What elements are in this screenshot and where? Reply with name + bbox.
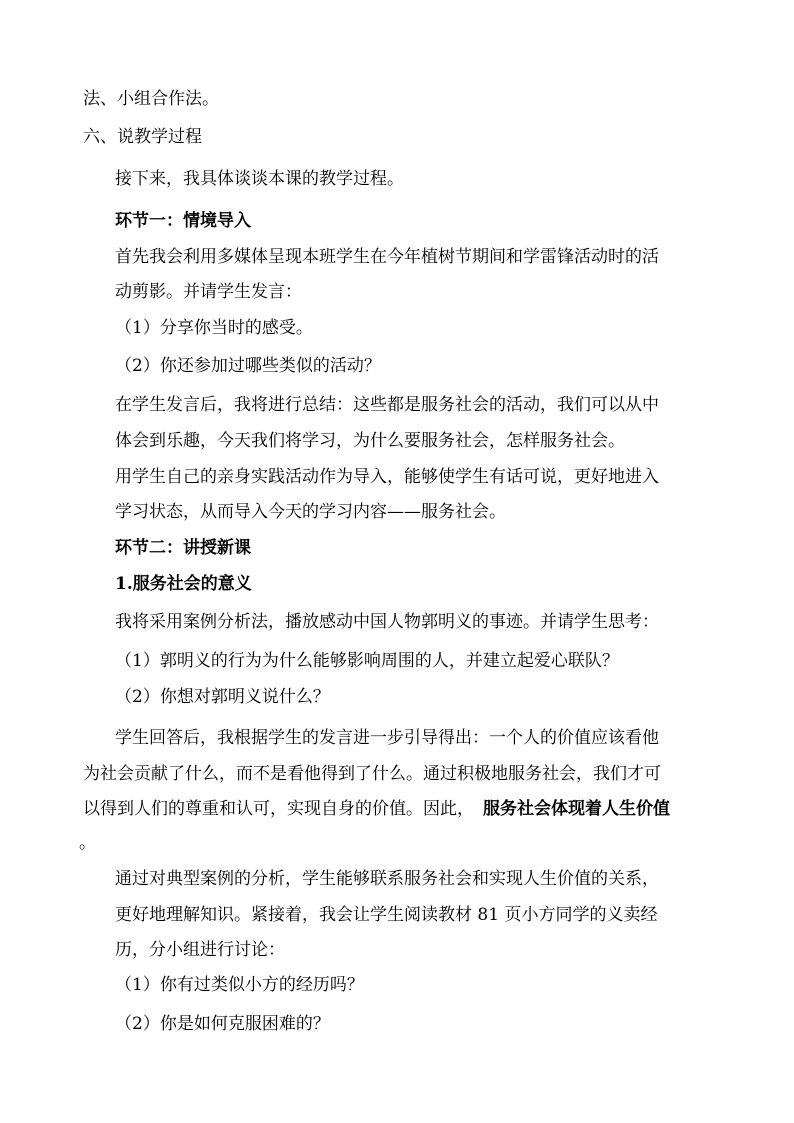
paragraph-line: 体会到乐趣，今天我们将学习，为什么要服务社会，怎样服务社会。 [115,431,625,451]
paragraph-line: 学生回答后，我根据学生的发言进一步引导得出：一个人的价值应该看他 [115,728,659,748]
paragraph-line: 为社会贡献了什么，而不是看他得到了什么。通过积极地服务社会，我们才可 [83,764,661,784]
paragraph-line: 通过对典型案例的分析，学生能够联系服务社会和实现人生价值的关系， [115,869,659,889]
paragraph-line: 接下来，我具体谈谈本课的教学过程。 [115,169,404,189]
paragraph-text: 以得到人们的尊重和认可，实现自身的价值。因此， [83,799,474,819]
sub-heading: 1.服务社会的意义 [115,574,252,594]
section-heading: 六、说教学过程 [83,127,202,147]
key-conclusion: 服务社会体现着人生价值 [483,799,670,819]
list-item: （1）郭明义的行为为什么能够影响周围的人，并建立起爱心联队？ [115,651,619,671]
paragraph-line: 我将采用案例分析法，播放感动中国人物郭明义的事迹。并请学生思考： [115,612,659,632]
paragraph-line: 历，分小组进行讨论： [115,940,285,960]
paragraph-line: 学习状态，从而导入今天的学习内容——服务社会。 [115,502,506,522]
paragraph-line: 动剪影。并请学生发言： [115,282,302,302]
paragraph-line: 首先我会利用多媒体呈现本班学生在今年植树节期间和学雷锋活动时的活 [115,247,659,267]
paragraph-line: 法、小组合作法。 [83,89,219,109]
list-item: （1）你有过类似小方的经历吗？ [115,975,364,995]
paragraph-line: 更好地理解知识。紧接着，我会让学生阅读教材 81 页小方同学的义卖经 [115,905,658,925]
list-item: （2）你想对郭明义说什么？ [115,687,330,707]
list-item: （1）分享你当时的感受。 [115,318,313,338]
list-item: （2）你是如何克服困难的？ [115,1014,330,1034]
step-heading: 环节一：情境导入 [115,211,251,231]
paragraph-line: 用学生自己的亲身实践活动作为导入，能够使学生有话可说，更好地进入 [115,467,659,487]
list-item: （2）你还参加过哪些类似的活动？ [115,356,381,376]
paragraph-line: 在学生发言后，我将进行总结：这些都是服务社会的活动，我们可以从中 [115,395,659,415]
paragraph-line [83,798,670,820]
paragraph-line: 。 [79,833,96,853]
step-heading: 环节二：讲授新课 [115,538,251,558]
